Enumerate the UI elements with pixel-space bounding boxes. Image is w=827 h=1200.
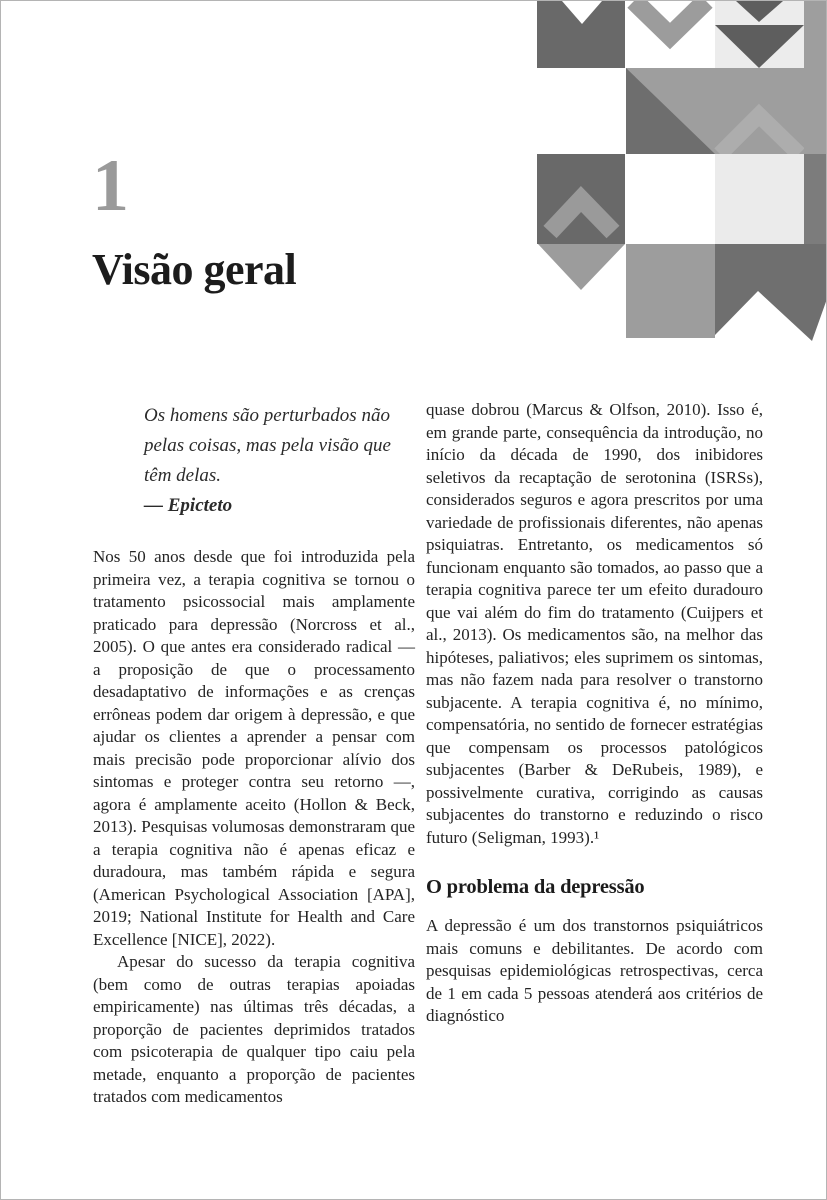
section-heading: O problema da depressão (426, 876, 645, 898)
body-paragraph: A depressão é um dos transtornos psiquiátricos mais comuns e debilitantes. De acordo com pesquisas epidemiológicas retrospectivas, cerca de 1 em cada 5 pessoas atenderá aos critérios de diagnóstico (426, 916, 763, 1025)
body-paragraph: quase dobrou (Marcus & Olfson, 2010). Isso é, em grande parte, consequência da introdução, no início da década de 1990, dos inibidores seletivos da recaptação de serotonina (ISRSs), considerados seguros e agora prescritos por uma variedade de profissionais diferentes, não apenas psiquiatras. Entretanto, os medicamentos só funcionam enquanto são tomados, ao passo que a terapia cognitiva parece ter um efeito duradouro que vai além do fim do tratamento (Cuijpers et al., 2013). Os medicamentos são, na melhor das hipóteses, paliativos; eles suprimem os sintomas, mas não fazem nada para resolver o transtorno subjacente. A terapia cognitiva é, no mínimo, compensatória, no sentido de fornecer estratégias que compensam os processos patológicos subjacentes (Barber & DeRubeis, 1989), e possivelmente curativa, corrigindo as causas subjacentes do transtorno e reduzindo o risco futuro (Seligman, 1993).¹ (426, 400, 763, 847)
right-text-column (426, 399, 763, 1028)
body-paragraph: Apesar do sucesso da terapia cognitiva (bem como de outras terapias apoiadas empiricamente) nas últimas três décadas, a proporção de pacientes deprimidos tratados com psicoterapia de qualquer tipo caiu pela metade, enquanto a proporção de pacientes tratados com medicamentos (93, 952, 415, 1106)
geometric-pattern-decoration (537, 1, 827, 351)
body-paragraph: Nos 50 anos desde que foi introduzida pela primeira vez, a terapia cognitiva se tornou o tratamento psicossocial mais amplamente praticado para depressão (Norcross et al., 2005). O que antes era considerado radical — a proposição de que o processamento desadaptativo de informações e as crenças errôneas podem dar origem à depressão, e que ajudar os clientes a aprender a pensar com mais precisão pode proporcionar alívio dos sintomas e proteger contra seu retorno —, agora é amplamente aceito (Hollon & Beck, 2013). Pesquisas volumosas demonstraram que a terapia cognitiva não é apenas eficaz e duradoura, mas também rápida e segura (American Psychological Association [APA], 2019; National Institute for Health and Care Excellence [NICE], 2022). (93, 547, 415, 949)
chapter-number: 1 (92, 145, 129, 227)
epigraph-quote: Os homens são perturbados não pelas coisas, mas pela visão que têm delas. (144, 405, 391, 486)
epigraph (144, 401, 396, 521)
epigraph-attribution: — Epicteto (144, 495, 233, 516)
chapter-title: Visão geral (92, 245, 297, 294)
left-text-column (93, 401, 415, 1109)
